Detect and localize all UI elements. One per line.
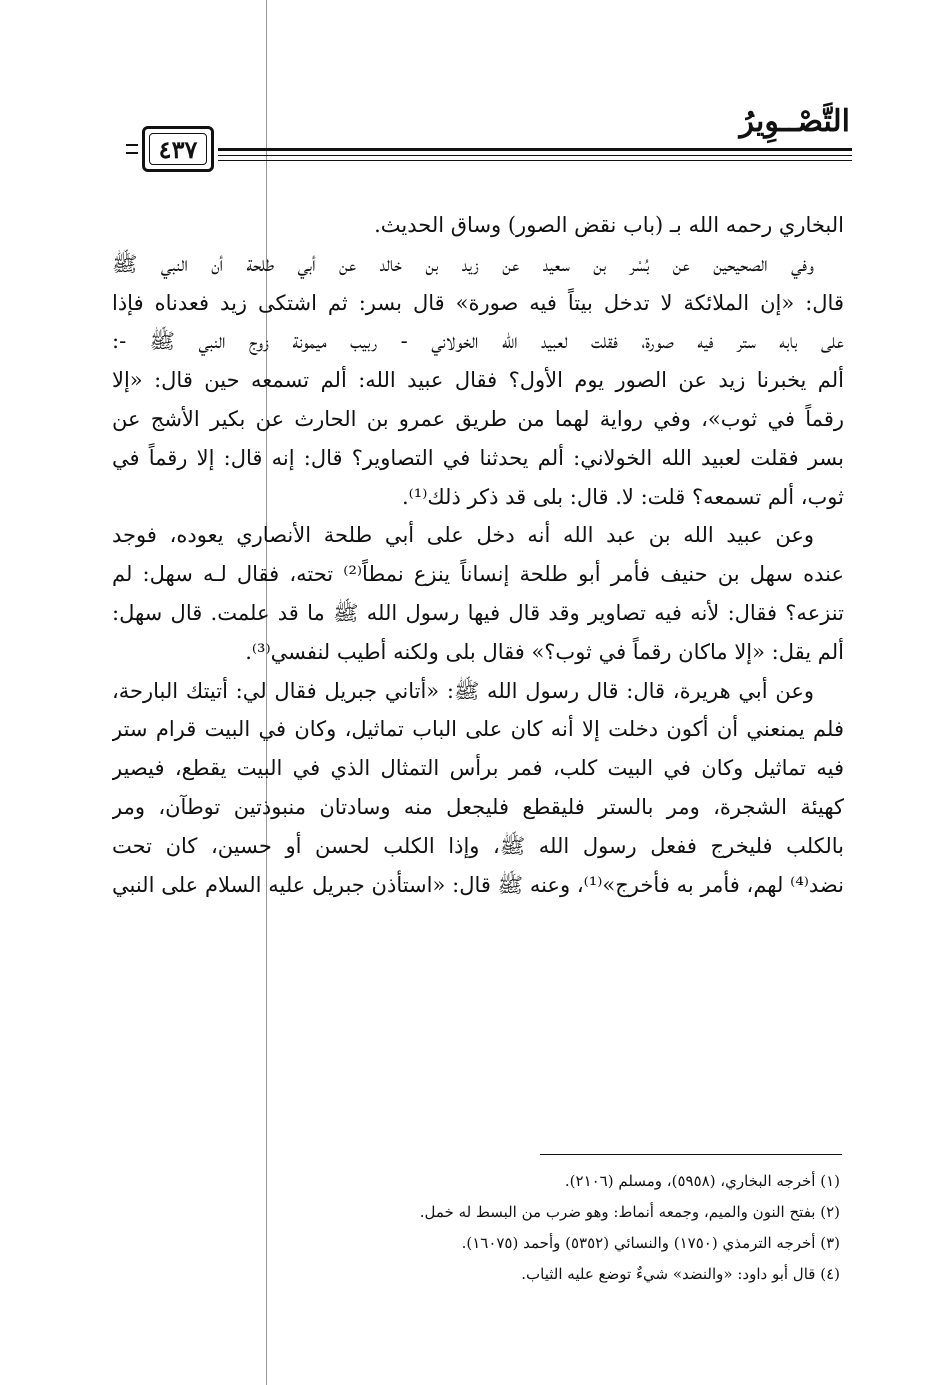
header-rule xyxy=(218,148,852,151)
text-line: فلم يمنعني أن أكون دخلت إلا أنه كان على الباب تماثيل، وكان في البيت قرام ستر xyxy=(112,717,844,742)
text-line: نضد⁽⁴⁾ لهم، فأمر به فأخرج»⁽¹⁾، وعنه ﷺ قال: «استأذن جبريل عليه السلام على النبي xyxy=(112,872,844,897)
page-number: ٤٣٧ xyxy=(149,133,207,165)
text-line: ثوب، ألم تسمعه؟ قلت: لا. قال: بلى قد ذكر ذلك⁽¹⁾. xyxy=(401,484,844,509)
text-line: على بابه ستر فيه صورة، فقلت لعبيد الله الخولاني - ربيب ميمونة زوج النبي ﷺ -: xyxy=(112,329,844,354)
header-rule-thin xyxy=(218,155,852,156)
chapter-title: التَّصْــوِيرُ xyxy=(739,104,850,139)
text-line: تنزعه؟ فقال: لأنه فيه تصاوير وقد قال فيها رسول الله ﷺ ما قد علمت. قال سهل: xyxy=(112,600,844,625)
text-line: كهيئة الشجرة، ومر بالستر فليقطع فليجعل منه وسادتان منبوذتين توطآن، ومر xyxy=(112,794,844,819)
text-line: ألم يقل: «إلا ماكان رقماً في ثوب؟» فقال بلى ولكنه أطيب لنفسي⁽³⁾. xyxy=(245,639,844,664)
text-line: قال: «إن الملائكة لا تدخل بيتاً فيه صورة» قال بسر: ثم اشتكى زيد فعدناه فإذا xyxy=(112,290,844,315)
footnote: (٣) أخرجه الترمذي (١٧٥٠) والنسائي (٥٣٥٢) وأحمد (١٦٠٧٥). xyxy=(461,1234,840,1252)
text-line: وفي الصحيحين عن بُسْر بن سعيد عن زيد بن خالد عن أبي طلحة أن النبي ﷺ xyxy=(112,251,814,276)
page-number-box xyxy=(142,126,214,172)
main-text xyxy=(112,206,844,904)
text-line: عنده سهل بن حنيف فأمر أبو طلحة إنساناً ينزع نمطاً⁽²⁾ تحته، فقال لـه سهل: لم xyxy=(112,562,844,587)
text-line: وعن أبي هريرة، قال: قال رسول الله ﷺ: «أتاني جبريل فقال لي: أتيتك البارحة، xyxy=(112,678,814,703)
footnote: (١) أخرجه البخاري، (٥٩٥٨)، ومسلم (٢١٠٦). xyxy=(564,1172,840,1190)
header-rule-thin xyxy=(218,160,852,161)
text-line: البخاري رحمه الله بـ (باب نقض الصور) وساق الحديث. xyxy=(374,213,844,237)
text-line: ألم يخبرنا زيد عن الصور يوم الأول؟ فقال عبيد الله: ألم تسمعه حين قال: «إلا xyxy=(112,368,844,393)
footnote: (٤) قال أبو داود: «والنضد» شيءٌ توضع عليه الثياب. xyxy=(521,1265,840,1283)
page-header xyxy=(112,104,852,184)
text-line: رقماً في ثوب»، وفي رواية لهما من طريق عمرو بن الحارث عن بكير الأشج عن xyxy=(112,406,844,431)
header-ornament xyxy=(126,134,140,164)
footnote: (٢) بفتح النون والميم، وجمعه أنماط: وهو ضرب من البسط له خمل. xyxy=(419,1203,840,1221)
footnote-separator xyxy=(540,1154,842,1155)
text-line: فيه تماثيل وكان في البيت كلب، فمر برأس التمثال الذي في البيت يقطع، فيصير xyxy=(112,756,844,781)
text-line: بسر فقلت لعبيد الله الخولاني: ألم يحدثنا في التصاوير؟ قال: إنه قال: إلا رقماً في xyxy=(112,445,844,470)
text-line: بالكلب فليخرج ففعل رسول الله ﷺ، وإذا الكلب لحسن أو حسين، كان تحت xyxy=(112,833,844,858)
text-line: وعن عبيد الله بن عبد الله أنه دخل على أبي طلحة الأنصاري يعوده، فوجد xyxy=(112,523,814,548)
footnotes xyxy=(300,1166,840,1290)
